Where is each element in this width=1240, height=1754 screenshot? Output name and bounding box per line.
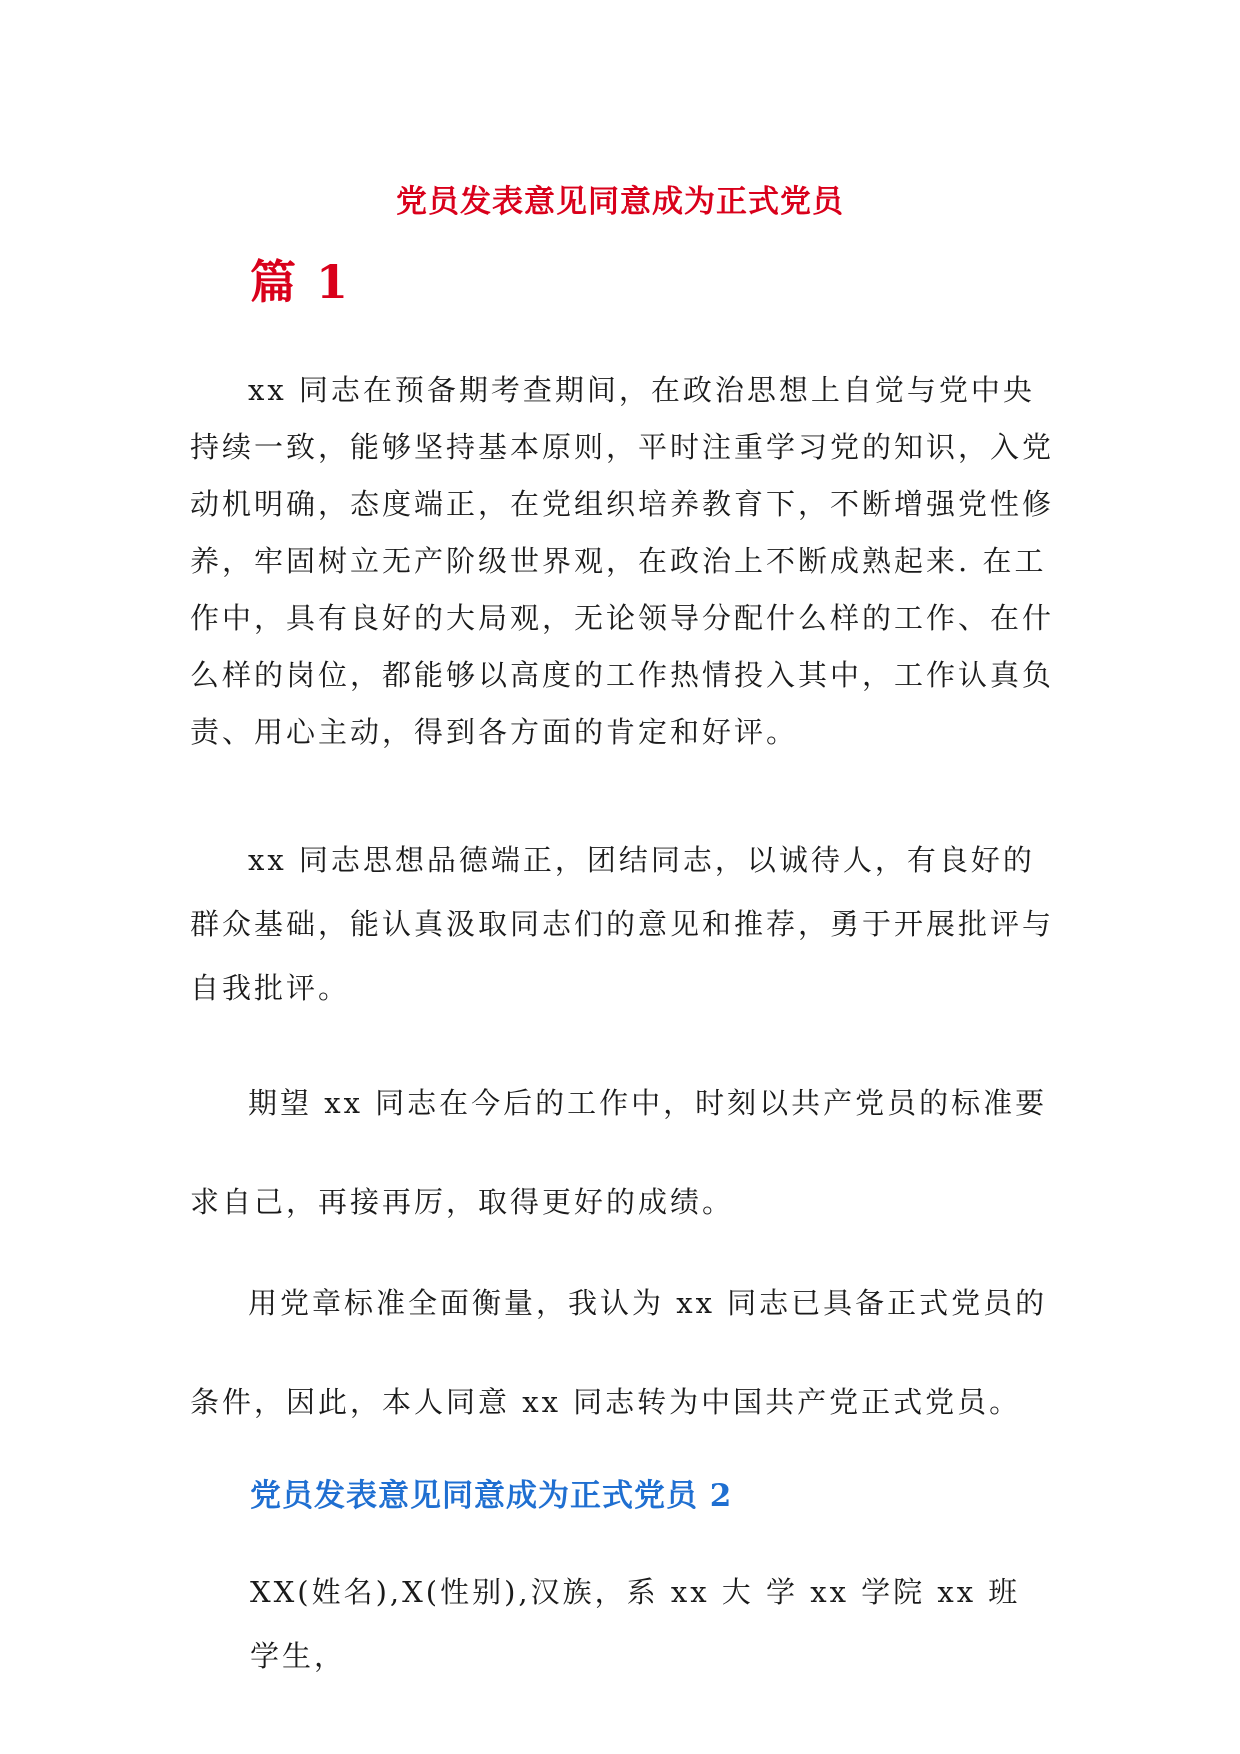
paragraph-2: xx 同志思想品德端正，团结同志，以诚待人，有良好的群众基础，能认真汲取同志们的意见和推荐，勇于开展批评与自我批评。 xyxy=(190,843,1055,1005)
section-label: 篇 1 xyxy=(250,255,351,309)
paragraph-1: xx 同志在预备期考查期间，在政治思想上自觉与党中央持续一致，能够坚持基本原则，平时注重学习党的知识，入党动机明确，态度端正，在党组织培养教育下，不断增强党性修养，牢固树立无产阶级世界观，在政治上不断成熟起来. 在工作中，具有良好的大局观，无论领导分配什么样的工作、在什么样的岗位，都能够以高度的工作热情投入其中，工作认真负责、用心主动，得到各方面的肯定和好评。 xyxy=(190,373,1055,749)
document-title: 党员发表意见同意成为正式党员 xyxy=(396,184,844,220)
paragraph-3: 期望 xx 同志在今后的工作中，时刻以共产党员的标准要求自己，再接再厉，取得更好的成绩。 xyxy=(190,1086,1048,1219)
subheading: 党员发表意见同意成为正式党员 2 xyxy=(250,1478,733,1514)
paragraph-4: 用党章标准全面衡量，我认为 xx 同志已具备正式党员的条件，因此，本人同意 xx 同志转为中国共产党正式党员。 xyxy=(190,1286,1048,1419)
paragraph-5: XX(姓名),X(性别),汉族，系 xx 大 学 xx 学院 xx 班学生， xyxy=(250,1575,1021,1673)
